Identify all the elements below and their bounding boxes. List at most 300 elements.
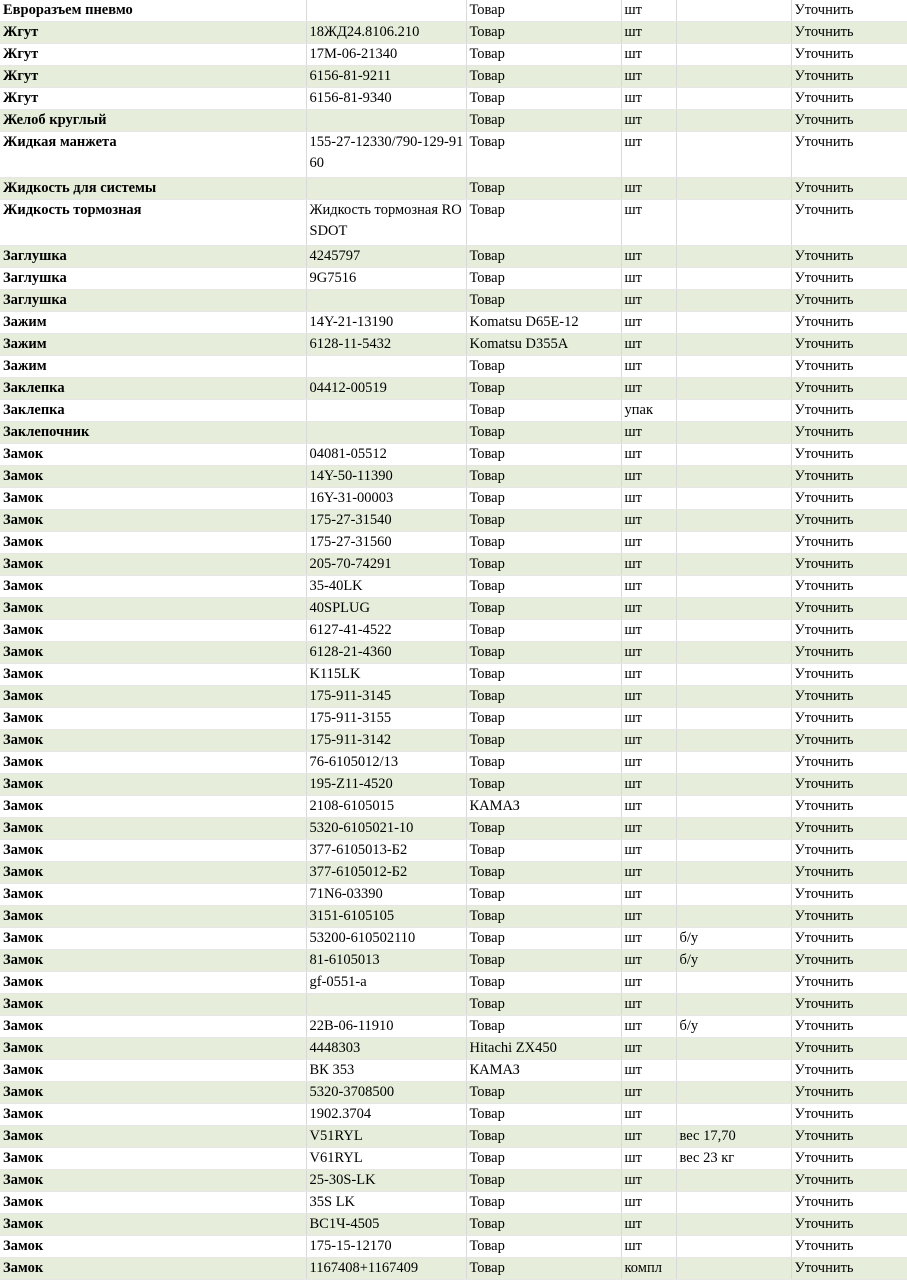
item-type-cell[interactable]: Товар — [466, 1148, 621, 1170]
part-number-cell[interactable]: 195-Z11-4520 — [306, 774, 466, 796]
item-type-cell[interactable]: Товар — [466, 840, 621, 862]
unit-cell[interactable]: шт — [621, 488, 676, 510]
status-cell[interactable]: Уточнить — [791, 200, 907, 246]
status-cell[interactable]: Уточнить — [791, 466, 907, 488]
item-type-cell[interactable]: Товар — [466, 818, 621, 840]
item-type-cell[interactable]: Товар — [466, 642, 621, 664]
item-type-cell[interactable]: Товар — [466, 356, 621, 378]
status-cell[interactable]: Уточнить — [791, 1126, 907, 1148]
item-type-cell[interactable]: Товар — [466, 444, 621, 466]
unit-cell[interactable]: шт — [621, 686, 676, 708]
item-type-cell[interactable]: КАМАЗ — [466, 796, 621, 818]
unit-cell[interactable]: шт — [621, 1148, 676, 1170]
note-cell[interactable] — [676, 378, 791, 400]
item-type-cell[interactable]: Товар — [466, 246, 621, 268]
part-number-cell[interactable]: 35-40LK — [306, 576, 466, 598]
unit-cell[interactable]: шт — [621, 200, 676, 246]
note-cell[interactable] — [676, 466, 791, 488]
unit-cell[interactable]: шт — [621, 532, 676, 554]
note-cell[interactable] — [676, 818, 791, 840]
unit-cell[interactable]: шт — [621, 1192, 676, 1214]
unit-cell[interactable]: шт — [621, 950, 676, 972]
unit-cell[interactable]: шт — [621, 598, 676, 620]
note-cell[interactable] — [676, 422, 791, 444]
part-number-cell[interactable]: 175-911-3142 — [306, 730, 466, 752]
unit-cell[interactable]: шт — [621, 290, 676, 312]
item-name-cell[interactable]: Жидкая манжета — [0, 132, 306, 178]
note-cell[interactable] — [676, 178, 791, 200]
item-name-cell[interactable]: Замок — [0, 928, 306, 950]
part-number-cell[interactable] — [306, 178, 466, 200]
unit-cell[interactable]: шт — [621, 22, 676, 44]
item-type-cell[interactable]: Товар — [466, 774, 621, 796]
item-type-cell[interactable]: Товар — [466, 66, 621, 88]
note-cell[interactable]: вес 17,70 — [676, 1126, 791, 1148]
note-cell[interactable] — [676, 400, 791, 422]
part-number-cell[interactable]: 1167408+1167409 — [306, 1258, 466, 1280]
item-type-cell[interactable]: Товар — [466, 200, 621, 246]
note-cell[interactable] — [676, 312, 791, 334]
item-name-cell[interactable]: Замок — [0, 686, 306, 708]
note-cell[interactable]: б/у — [676, 1016, 791, 1038]
item-type-cell[interactable]: Товар — [466, 178, 621, 200]
part-number-cell[interactable]: 81-6105013 — [306, 950, 466, 972]
note-cell[interactable] — [676, 88, 791, 110]
item-name-cell[interactable]: Замок — [0, 818, 306, 840]
part-number-cell[interactable]: 175-911-3145 — [306, 686, 466, 708]
unit-cell[interactable]: шт — [621, 178, 676, 200]
part-number-cell[interactable]: 18ЖД24.8106.210 — [306, 22, 466, 44]
status-cell[interactable]: Уточнить — [791, 422, 907, 444]
status-cell[interactable]: Уточнить — [791, 928, 907, 950]
item-name-cell[interactable]: Замок — [0, 1192, 306, 1214]
part-number-cell[interactable]: 35S LK — [306, 1192, 466, 1214]
item-name-cell[interactable]: Замок — [0, 972, 306, 994]
part-number-cell[interactable]: 6128-21-4360 — [306, 642, 466, 664]
note-cell[interactable] — [676, 554, 791, 576]
item-type-cell[interactable]: Товар — [466, 110, 621, 132]
item-name-cell[interactable]: Замок — [0, 752, 306, 774]
note-cell[interactable] — [676, 1038, 791, 1060]
item-type-cell[interactable]: Товар — [466, 972, 621, 994]
status-cell[interactable]: Уточнить — [791, 554, 907, 576]
item-name-cell[interactable]: Замок — [0, 1060, 306, 1082]
note-cell[interactable]: б/у — [676, 950, 791, 972]
unit-cell[interactable]: шт — [621, 994, 676, 1016]
item-type-cell[interactable]: КАМАЗ — [466, 1060, 621, 1082]
note-cell[interactable] — [676, 200, 791, 246]
unit-cell[interactable]: шт — [621, 906, 676, 928]
status-cell[interactable]: Уточнить — [791, 994, 907, 1016]
part-number-cell[interactable]: 14Y-50-11390 — [306, 466, 466, 488]
item-type-cell[interactable]: Товар — [466, 268, 621, 290]
item-name-cell[interactable]: Жгут — [0, 44, 306, 66]
status-cell[interactable]: Уточнить — [791, 686, 907, 708]
item-name-cell[interactable]: Жгут — [0, 66, 306, 88]
note-cell[interactable] — [676, 1060, 791, 1082]
note-cell[interactable] — [676, 510, 791, 532]
note-cell[interactable] — [676, 884, 791, 906]
item-type-cell[interactable]: Товар — [466, 950, 621, 972]
item-type-cell[interactable]: Товар — [466, 862, 621, 884]
status-cell[interactable]: Уточнить — [791, 664, 907, 686]
item-type-cell[interactable]: Товар — [466, 1258, 621, 1280]
item-name-cell[interactable]: Замок — [0, 554, 306, 576]
item-name-cell[interactable]: Желоб круглый — [0, 110, 306, 132]
note-cell[interactable] — [676, 66, 791, 88]
note-cell[interactable] — [676, 22, 791, 44]
status-cell[interactable]: Уточнить — [791, 598, 907, 620]
unit-cell[interactable]: шт — [621, 334, 676, 356]
item-name-cell[interactable]: Замок — [0, 994, 306, 1016]
status-cell[interactable]: Уточнить — [791, 752, 907, 774]
note-cell[interactable] — [676, 796, 791, 818]
status-cell[interactable]: Уточнить — [791, 950, 907, 972]
part-number-cell[interactable] — [306, 356, 466, 378]
item-type-cell[interactable]: Товар — [466, 928, 621, 950]
note-cell[interactable] — [676, 752, 791, 774]
part-number-cell[interactable]: 175-27-31540 — [306, 510, 466, 532]
item-name-cell[interactable]: Замок — [0, 1038, 306, 1060]
unit-cell[interactable]: шт — [621, 510, 676, 532]
part-number-cell[interactable]: 04081-05512 — [306, 444, 466, 466]
part-number-cell[interactable]: 22B-06-11910 — [306, 1016, 466, 1038]
item-type-cell[interactable]: Товар — [466, 422, 621, 444]
item-type-cell[interactable]: Товар — [466, 488, 621, 510]
item-name-cell[interactable]: Замок — [0, 774, 306, 796]
part-number-cell[interactable]: 175-911-3155 — [306, 708, 466, 730]
item-name-cell[interactable]: Замок — [0, 488, 306, 510]
unit-cell[interactable]: компл — [621, 1258, 676, 1280]
note-cell[interactable] — [676, 110, 791, 132]
unit-cell[interactable]: шт — [621, 840, 676, 862]
item-name-cell[interactable]: Зажим — [0, 356, 306, 378]
note-cell[interactable] — [676, 1170, 791, 1192]
item-type-cell[interactable]: Товар — [466, 532, 621, 554]
status-cell[interactable]: Уточнить — [791, 110, 907, 132]
note-cell[interactable] — [676, 44, 791, 66]
status-cell[interactable]: Уточнить — [791, 488, 907, 510]
status-cell[interactable]: Уточнить — [791, 178, 907, 200]
item-name-cell[interactable]: Жидкость для системы — [0, 178, 306, 200]
unit-cell[interactable]: шт — [621, 1236, 676, 1258]
status-cell[interactable]: Уточнить — [791, 378, 907, 400]
unit-cell[interactable]: шт — [621, 730, 676, 752]
status-cell[interactable]: Уточнить — [791, 1104, 907, 1126]
part-number-cell[interactable]: 16Y-31-00003 — [306, 488, 466, 510]
unit-cell[interactable]: шт — [621, 1214, 676, 1236]
status-cell[interactable]: Уточнить — [791, 66, 907, 88]
status-cell[interactable]: Уточнить — [791, 862, 907, 884]
status-cell[interactable]: Уточнить — [791, 906, 907, 928]
note-cell[interactable] — [676, 488, 791, 510]
status-cell[interactable]: Уточнить — [791, 1060, 907, 1082]
item-type-cell[interactable]: Komatsu D355A — [466, 334, 621, 356]
status-cell[interactable]: Уточнить — [791, 1192, 907, 1214]
unit-cell[interactable]: шт — [621, 378, 676, 400]
item-type-cell[interactable]: Товар — [466, 378, 621, 400]
part-number-cell[interactable] — [306, 422, 466, 444]
item-type-cell[interactable]: Товар — [466, 510, 621, 532]
item-type-cell[interactable]: Товар — [466, 994, 621, 1016]
unit-cell[interactable]: шт — [621, 1104, 676, 1126]
part-number-cell[interactable]: V61RYL — [306, 1148, 466, 1170]
item-name-cell[interactable]: Замок — [0, 708, 306, 730]
status-cell[interactable]: Уточнить — [791, 620, 907, 642]
note-cell[interactable] — [676, 686, 791, 708]
item-name-cell[interactable]: Замок — [0, 1258, 306, 1280]
unit-cell[interactable]: шт — [621, 796, 676, 818]
item-name-cell[interactable]: Замок — [0, 1016, 306, 1038]
note-cell[interactable] — [676, 1258, 791, 1280]
item-name-cell[interactable]: Замок — [0, 730, 306, 752]
part-number-cell[interactable]: 40SPLUG — [306, 598, 466, 620]
unit-cell[interactable]: шт — [621, 1016, 676, 1038]
note-cell[interactable] — [676, 532, 791, 554]
status-cell[interactable]: Уточнить — [791, 1016, 907, 1038]
part-number-cell[interactable]: 71N6-03390 — [306, 884, 466, 906]
item-name-cell[interactable]: Евроразъем пневмо — [0, 0, 306, 22]
part-number-cell[interactable] — [306, 110, 466, 132]
unit-cell[interactable]: шт — [621, 356, 676, 378]
unit-cell[interactable]: шт — [621, 972, 676, 994]
note-cell[interactable] — [676, 1082, 791, 1104]
unit-cell[interactable]: шт — [621, 132, 676, 178]
item-type-cell[interactable]: Товар — [466, 576, 621, 598]
unit-cell[interactable]: шт — [621, 576, 676, 598]
unit-cell[interactable]: шт — [621, 928, 676, 950]
note-cell[interactable] — [676, 708, 791, 730]
unit-cell[interactable]: шт — [621, 664, 676, 686]
item-type-cell[interactable]: Товар — [466, 906, 621, 928]
part-number-cell[interactable]: 3151-6105105 — [306, 906, 466, 928]
part-number-cell[interactable]: 17М-06-21340 — [306, 44, 466, 66]
part-number-cell[interactable]: 9G7516 — [306, 268, 466, 290]
part-number-cell[interactable]: K115LK — [306, 664, 466, 686]
status-cell[interactable]: Уточнить — [791, 642, 907, 664]
note-cell[interactable] — [676, 906, 791, 928]
status-cell[interactable]: Уточнить — [791, 268, 907, 290]
item-name-cell[interactable]: Замок — [0, 862, 306, 884]
unit-cell[interactable]: шт — [621, 1082, 676, 1104]
item-type-cell[interactable]: Товар — [466, 22, 621, 44]
item-name-cell[interactable]: Жгут — [0, 22, 306, 44]
part-number-cell[interactable]: 2108-6105015 — [306, 796, 466, 818]
part-number-cell[interactable]: 6156-81-9211 — [306, 66, 466, 88]
item-type-cell[interactable]: Товар — [466, 466, 621, 488]
item-name-cell[interactable]: Заглушка — [0, 290, 306, 312]
item-name-cell[interactable]: Замок — [0, 598, 306, 620]
unit-cell[interactable]: шт — [621, 1038, 676, 1060]
unit-cell[interactable]: шт — [621, 44, 676, 66]
status-cell[interactable]: Уточнить — [791, 290, 907, 312]
part-number-cell[interactable]: Жидкость тормозная ROSDOT — [306, 200, 466, 246]
item-name-cell[interactable]: Замок — [0, 532, 306, 554]
item-name-cell[interactable]: Замок — [0, 884, 306, 906]
status-cell[interactable]: Уточнить — [791, 840, 907, 862]
item-type-cell[interactable]: Komatsu D65E-12 — [466, 312, 621, 334]
part-number-cell[interactable]: 6128-11-5432 — [306, 334, 466, 356]
status-cell[interactable]: Уточнить — [791, 1082, 907, 1104]
item-type-cell[interactable]: Товар — [466, 132, 621, 178]
note-cell[interactable] — [676, 290, 791, 312]
part-number-cell[interactable]: 25-30S-LK — [306, 1170, 466, 1192]
part-number-cell[interactable]: 377-6105012-Б2 — [306, 862, 466, 884]
part-number-cell[interactable]: 76-6105012/13 — [306, 752, 466, 774]
status-cell[interactable]: Уточнить — [791, 356, 907, 378]
part-number-cell[interactable]: 6127-41-4522 — [306, 620, 466, 642]
item-name-cell[interactable]: Замок — [0, 510, 306, 532]
note-cell[interactable] — [676, 994, 791, 1016]
status-cell[interactable]: Уточнить — [791, 730, 907, 752]
unit-cell[interactable]: шт — [621, 1126, 676, 1148]
unit-cell[interactable]: шт — [621, 620, 676, 642]
unit-cell[interactable]: шт — [621, 422, 676, 444]
status-cell[interactable]: Уточнить — [791, 132, 907, 178]
status-cell[interactable]: Уточнить — [791, 708, 907, 730]
item-type-cell[interactable]: Товар — [466, 708, 621, 730]
unit-cell[interactable]: шт — [621, 818, 676, 840]
unit-cell[interactable]: шт — [621, 110, 676, 132]
note-cell[interactable] — [676, 664, 791, 686]
item-type-cell[interactable]: Товар — [466, 664, 621, 686]
part-number-cell[interactable]: V51RYL — [306, 1126, 466, 1148]
note-cell[interactable] — [676, 1192, 791, 1214]
item-name-cell[interactable]: Замок — [0, 1236, 306, 1258]
item-name-cell[interactable]: Замок — [0, 576, 306, 598]
item-type-cell[interactable]: Товар — [466, 1170, 621, 1192]
note-cell[interactable] — [676, 1214, 791, 1236]
item-name-cell[interactable]: Заклепка — [0, 400, 306, 422]
note-cell[interactable] — [676, 972, 791, 994]
status-cell[interactable]: Уточнить — [791, 334, 907, 356]
part-number-cell[interactable]: 155-27-12330/790-129-9160 — [306, 132, 466, 178]
note-cell[interactable] — [676, 1236, 791, 1258]
item-type-cell[interactable]: Товар — [466, 686, 621, 708]
note-cell[interactable] — [676, 1104, 791, 1126]
note-cell[interactable] — [676, 444, 791, 466]
part-number-cell[interactable]: 5320-3708500 — [306, 1082, 466, 1104]
item-type-cell[interactable]: Товар — [466, 620, 621, 642]
unit-cell[interactable]: шт — [621, 466, 676, 488]
status-cell[interactable]: Уточнить — [791, 22, 907, 44]
unit-cell[interactable]: шт — [621, 0, 676, 22]
item-name-cell[interactable]: Заклепка — [0, 378, 306, 400]
part-number-cell[interactable] — [306, 0, 466, 22]
part-number-cell[interactable]: 175-27-31560 — [306, 532, 466, 554]
item-type-cell[interactable]: Товар — [466, 1192, 621, 1214]
item-type-cell[interactable]: Товар — [466, 290, 621, 312]
item-name-cell[interactable]: Замок — [0, 1104, 306, 1126]
item-type-cell[interactable]: Товар — [466, 884, 621, 906]
item-name-cell[interactable]: Замок — [0, 796, 306, 818]
item-type-cell[interactable]: Товар — [466, 0, 621, 22]
item-name-cell[interactable]: Жгут — [0, 88, 306, 110]
unit-cell[interactable]: шт — [621, 268, 676, 290]
part-number-cell[interactable]: 205-70-74291 — [306, 554, 466, 576]
item-name-cell[interactable]: Замок — [0, 950, 306, 972]
part-number-cell[interactable] — [306, 290, 466, 312]
item-name-cell[interactable]: Замок — [0, 620, 306, 642]
item-name-cell[interactable]: Заглушка — [0, 268, 306, 290]
status-cell[interactable]: Уточнить — [791, 1258, 907, 1280]
status-cell[interactable]: Уточнить — [791, 510, 907, 532]
unit-cell[interactable]: упак — [621, 400, 676, 422]
part-number-cell[interactable]: 53200-610502110 — [306, 928, 466, 950]
part-number-cell[interactable] — [306, 994, 466, 1016]
item-type-cell[interactable]: Товар — [466, 1236, 621, 1258]
unit-cell[interactable]: шт — [621, 554, 676, 576]
status-cell[interactable]: Уточнить — [791, 246, 907, 268]
status-cell[interactable]: Уточнить — [791, 1038, 907, 1060]
status-cell[interactable]: Уточнить — [791, 400, 907, 422]
unit-cell[interactable]: шт — [621, 708, 676, 730]
item-type-cell[interactable]: Товар — [466, 752, 621, 774]
item-type-cell[interactable]: Товар — [466, 88, 621, 110]
item-name-cell[interactable]: Замок — [0, 906, 306, 928]
status-cell[interactable]: Уточнить — [791, 88, 907, 110]
item-name-cell[interactable]: Замок — [0, 1170, 306, 1192]
part-number-cell[interactable]: 14Y-21-13190 — [306, 312, 466, 334]
item-type-cell[interactable]: Товар — [466, 1214, 621, 1236]
unit-cell[interactable]: шт — [621, 1170, 676, 1192]
note-cell[interactable] — [676, 334, 791, 356]
note-cell[interactable] — [676, 620, 791, 642]
unit-cell[interactable]: шт — [621, 642, 676, 664]
part-number-cell[interactable]: 1902.3704 — [306, 1104, 466, 1126]
part-number-cell[interactable]: gf-0551-a — [306, 972, 466, 994]
status-cell[interactable]: Уточнить — [791, 532, 907, 554]
unit-cell[interactable]: шт — [621, 66, 676, 88]
status-cell[interactable]: Уточнить — [791, 972, 907, 994]
note-cell[interactable] — [676, 576, 791, 598]
unit-cell[interactable]: шт — [621, 312, 676, 334]
unit-cell[interactable]: шт — [621, 752, 676, 774]
item-name-cell[interactable]: Замок — [0, 444, 306, 466]
item-name-cell[interactable]: Заклепочник — [0, 422, 306, 444]
item-name-cell[interactable]: Замок — [0, 1082, 306, 1104]
unit-cell[interactable]: шт — [621, 884, 676, 906]
unit-cell[interactable]: шт — [621, 774, 676, 796]
part-number-cell[interactable]: 6156-81-9340 — [306, 88, 466, 110]
item-name-cell[interactable]: Замок — [0, 1214, 306, 1236]
note-cell[interactable] — [676, 774, 791, 796]
status-cell[interactable]: Уточнить — [791, 312, 907, 334]
unit-cell[interactable]: шт — [621, 1060, 676, 1082]
part-number-cell[interactable]: ВС1Ч-4505 — [306, 1214, 466, 1236]
note-cell[interactable] — [676, 598, 791, 620]
unit-cell[interactable]: шт — [621, 246, 676, 268]
note-cell[interactable] — [676, 840, 791, 862]
item-type-cell[interactable]: Товар — [466, 1104, 621, 1126]
note-cell[interactable] — [676, 132, 791, 178]
status-cell[interactable]: Уточнить — [791, 0, 907, 22]
item-name-cell[interactable]: Замок — [0, 642, 306, 664]
status-cell[interactable]: Уточнить — [791, 44, 907, 66]
note-cell[interactable] — [676, 356, 791, 378]
item-type-cell[interactable]: Товар — [466, 1016, 621, 1038]
item-type-cell[interactable]: Товар — [466, 1126, 621, 1148]
status-cell[interactable]: Уточнить — [791, 884, 907, 906]
item-name-cell[interactable]: Жидкость тормозная — [0, 200, 306, 246]
part-number-cell[interactable]: 175-15-12170 — [306, 1236, 466, 1258]
status-cell[interactable]: Уточнить — [791, 1170, 907, 1192]
item-name-cell[interactable]: Замок — [0, 466, 306, 488]
part-number-cell[interactable] — [306, 400, 466, 422]
note-cell[interactable] — [676, 246, 791, 268]
part-number-cell[interactable]: ВК 353 — [306, 1060, 466, 1082]
status-cell[interactable]: Уточнить — [791, 1148, 907, 1170]
